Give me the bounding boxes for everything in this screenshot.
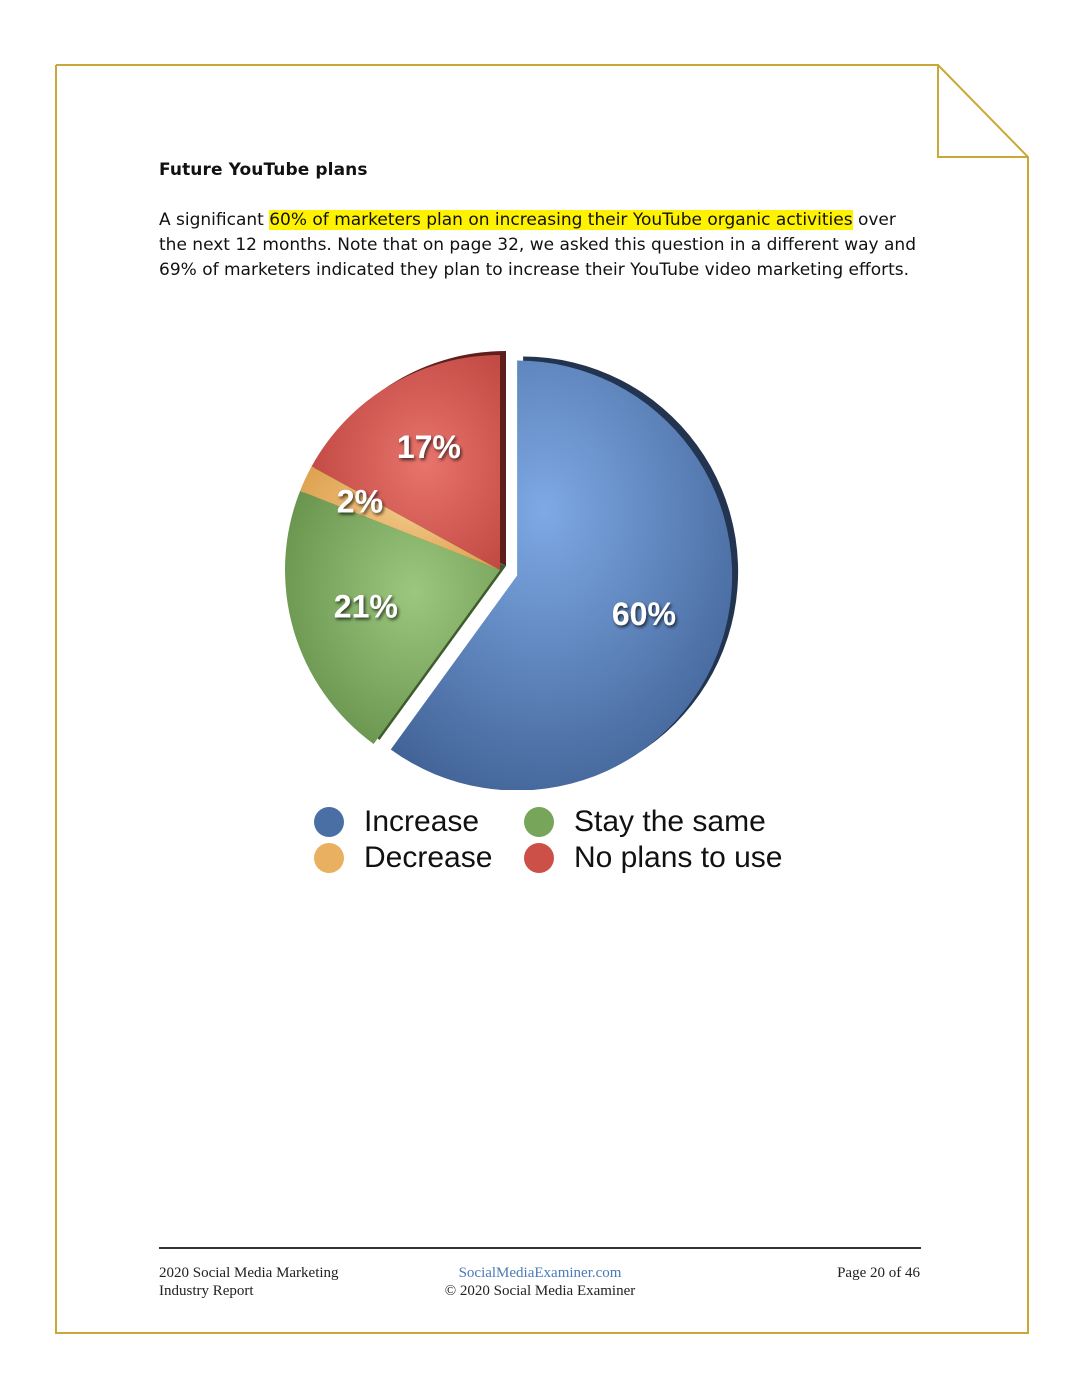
legend-label-increase: Increase xyxy=(364,805,480,838)
footer-divider xyxy=(159,1247,921,1249)
pie-label-decrease: 2% xyxy=(336,483,384,520)
body-paragraph xyxy=(159,208,929,283)
footer-title-line-1: 2020 Social Media Marketing xyxy=(159,1265,339,1281)
legend-swatch-decrease xyxy=(314,843,344,873)
legend-label-decrease: Decrease xyxy=(364,841,493,874)
legend-swatch-stay-the-same xyxy=(524,807,554,837)
pie-label-increase: 60% xyxy=(611,596,676,633)
footer-site xyxy=(430,1264,650,1300)
legend-item-decrease xyxy=(314,840,492,876)
legend-swatch-no-plans-to-use xyxy=(524,843,554,873)
legend-label-no-plans-to-use: No plans to use xyxy=(574,841,783,874)
pie-slices xyxy=(285,355,732,790)
footer-report-title xyxy=(159,1264,339,1300)
chart-legend xyxy=(314,804,834,884)
paragraph-text-start: A significant xyxy=(159,210,270,230)
pie-chart xyxy=(270,320,770,790)
pie-label-no-plans-to-use: 17% xyxy=(396,429,461,466)
paragraph-text-end: over the next 12 months. Note that on page 32, we asked this question in a different way and 69% of marketers indicated they plan to increase their YouTube video marketing efforts. xyxy=(159,210,916,280)
legend-label-stay-the-same: Stay the same xyxy=(574,805,766,838)
highlighted-text: 60% of marketers plan on increasing their YouTube organic activities xyxy=(269,210,853,230)
footer-copyright: © 2020 Social Media Examiner xyxy=(444,1283,636,1299)
footer-page-number: Page 20 of 46 xyxy=(837,1265,920,1281)
legend-swatch-increase xyxy=(314,807,344,837)
pie-label-stay-the-same: 21% xyxy=(333,588,398,625)
legend-item-increase xyxy=(314,804,479,840)
legend-item-no-plans-to-use xyxy=(524,840,782,876)
section-heading: Future YouTube plans xyxy=(159,160,368,180)
legend-item-stay-the-same xyxy=(524,804,766,840)
footer-site-link[interactable]: SocialMediaExaminer.com xyxy=(458,1265,622,1281)
footer-title-line-2: Industry Report xyxy=(159,1283,254,1299)
